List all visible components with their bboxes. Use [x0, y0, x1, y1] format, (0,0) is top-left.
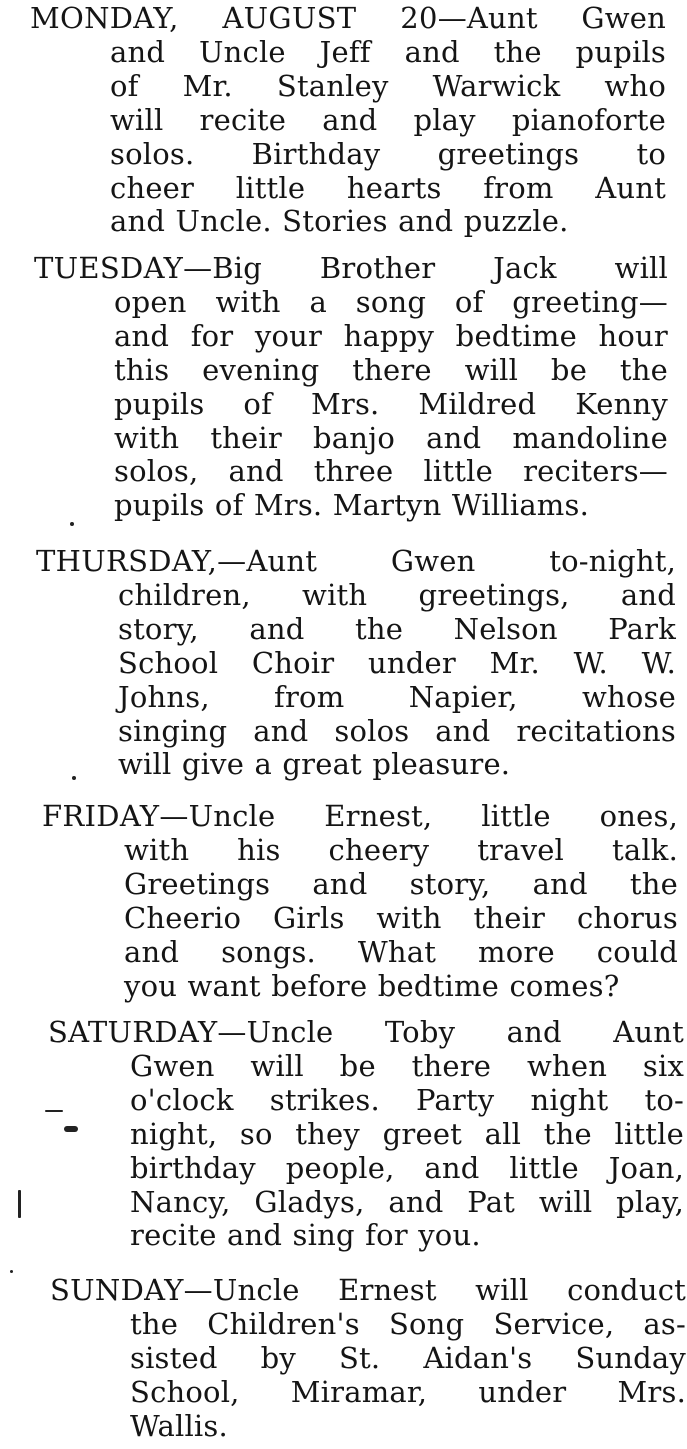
schedule-entry-saturday — [48, 1016, 684, 1253]
entry-first-line — [50, 1274, 686, 1308]
print-speck — [18, 1190, 21, 1218]
entry-first-line — [42, 800, 678, 834]
entry-text: Johns, from Napier, whose — [118, 679, 676, 714]
entry-text: the Children's Song Service, as- — [130, 1306, 686, 1341]
entry-first-line — [36, 545, 676, 579]
entry-text: School, Miramar, under Mrs. — [130, 1374, 686, 1409]
entry-first-line — [30, 2, 666, 36]
entry-text: pupils of Mrs. Martyn Williams. — [114, 488, 590, 523]
day-heading: FRIDAY — [42, 799, 160, 833]
entry-text: —Uncle Toby and Aunt — [217, 1015, 684, 1049]
entry-text: birthday people, and little Joan, — [130, 1150, 684, 1185]
entry-text: —Big Brother Jack will — [183, 251, 668, 285]
entry-text: Wallis. — [130, 1408, 228, 1443]
entry-text: —Uncle Ernest, little ones, — [159, 799, 678, 833]
entry-text: children, with greetings, and — [118, 577, 676, 612]
entry-text: open with a song of greeting— — [114, 284, 668, 319]
entry-text: solos. Birthday greetings to — [110, 136, 666, 171]
entry-text: —Aunt Gwen — [437, 1, 667, 35]
entry-text: School Choir under Mr. W. W. — [118, 645, 676, 680]
print-speck — [10, 1270, 13, 1273]
entry-first-line — [34, 252, 668, 286]
entry-text: Greetings and story, and the — [124, 866, 678, 901]
print-speck — [45, 1110, 63, 1112]
entry-text: singing and solos and recitations — [118, 713, 676, 748]
schedule-entry-sunday — [50, 1274, 686, 1444]
entry-text: pupils of Mrs. Mildred Kenny — [114, 386, 668, 421]
entry-text: recite and sing for you. — [130, 1218, 481, 1253]
entry-text: Gwen will be there when six — [130, 1048, 684, 1083]
print-speck — [72, 776, 76, 780]
day-heading: MONDAY, AUGUST 20 — [30, 1, 438, 35]
entry-text: will give a great pleasure. — [118, 747, 511, 782]
print-speck — [64, 1126, 78, 1132]
entry-text: sisted by St. Aidan's Sunday — [130, 1340, 686, 1375]
entry-text: Cheerio Girls with their chorus — [124, 900, 678, 935]
schedule-entry-friday — [42, 800, 678, 1003]
entry-text: this evening there will be the — [114, 352, 668, 387]
entry-text: —Aunt Gwen to-night, — [217, 544, 676, 578]
entry-text: and Uncle Jeff and the pupils — [110, 34, 666, 69]
entry-text: Nancy, Gladys, and Pat will play, — [130, 1184, 684, 1219]
entry-text: and for your happy bedtime hour — [114, 318, 668, 353]
print-speck — [70, 522, 74, 526]
entry-first-line — [48, 1016, 684, 1050]
entry-text: will recite and play pianoforte — [110, 102, 666, 137]
entry-text: and Uncle. Stories and puzzle. — [110, 204, 569, 239]
entry-text: o'clock strikes. Party night to- — [130, 1082, 684, 1117]
day-heading: SATURDAY — [48, 1015, 218, 1049]
entry-text: cheer little hearts from Aunt — [110, 170, 666, 205]
entry-text: with his cheery travel talk. — [124, 832, 678, 867]
day-heading: THURSDAY, — [36, 544, 218, 578]
entry-text: you want before bedtime comes? — [124, 968, 620, 1003]
entry-text: night, so they greet all the little — [130, 1116, 684, 1151]
entry-text: and songs. What more could — [124, 934, 678, 969]
entry-text: —Uncle Ernest will conduct — [183, 1273, 686, 1307]
entry-text: solos, and three little reciters— — [114, 454, 668, 489]
entry-text: of Mr. Stanley Warwick who — [110, 68, 666, 103]
schedule-entry-thursday — [36, 545, 676, 782]
schedule-entry-tuesday — [34, 252, 668, 523]
entry-text: story, and the Nelson Park — [118, 611, 676, 646]
day-heading: TUESDAY — [34, 251, 184, 285]
entry-text: with their banjo and mandoline — [114, 420, 668, 455]
schedule-entry-monday — [30, 2, 666, 239]
day-heading: SUNDAY — [50, 1273, 184, 1307]
